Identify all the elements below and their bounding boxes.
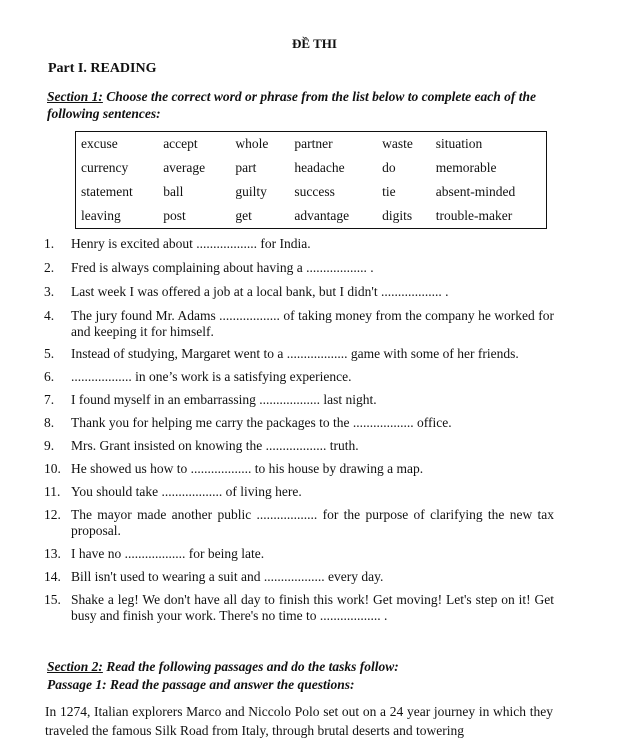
question-number: 7. — [44, 392, 55, 407]
question-text: Bill isn't used to wearing a suit and .................. every day. — [71, 569, 384, 584]
question-item — [44, 346, 554, 362]
passage-1-text: In 1274, Italian explorers Marco and Niccolo Polo set out on a 24 year journey in which they traveled the famous Silk Road from Italy, through brutal deserts and towering — [45, 704, 553, 738]
question-text: The mayor made another public .................. for the purpose of clarifying the new tax proposal. — [71, 507, 554, 538]
word-cell: leaving — [81, 208, 121, 223]
question-item — [44, 592, 554, 624]
word-list-table — [75, 131, 547, 229]
question-number: 10. — [44, 461, 61, 476]
exam-title: ĐỀ THI — [292, 36, 337, 51]
question-text: Shake a leg! We don't have all day to finish this work! Get moving! Let's step on it! Get busy and finish your work. There's no time to .................. . — [71, 592, 554, 623]
question-text: Mrs. Grant insisted on knowing the .................. truth. — [71, 438, 359, 453]
word-cell: advantage — [294, 208, 350, 223]
section-2-instruction — [47, 658, 567, 675]
question-number: 6. — [44, 369, 55, 384]
question-text: You should take .................. of living here. — [71, 484, 302, 499]
word-cell: absent-minded — [435, 184, 516, 199]
word-table-row — [76, 180, 547, 204]
question-item — [44, 461, 554, 477]
word-cell: do — [382, 160, 396, 175]
word-cell: situation — [435, 136, 483, 151]
question-text: Last week I was offered a job at a local bank, but I didn't .................. . — [71, 284, 449, 299]
word-cell: part — [235, 160, 257, 175]
question-number: 1. — [44, 236, 55, 251]
question-number: 2. — [44, 260, 55, 275]
question-text: Fred is always complaining about having a .................. . — [71, 260, 374, 275]
word-cell: waste — [382, 136, 413, 151]
word-cell: digits — [382, 208, 413, 223]
section-1-label: Section 1: — [47, 89, 103, 104]
word-cell: get — [235, 208, 252, 223]
question-item — [44, 236, 554, 252]
question-number: 3. — [44, 284, 55, 299]
question-number: 12. — [44, 507, 61, 522]
question-item — [44, 308, 554, 340]
question-number: 4. — [44, 308, 55, 323]
section-1-instruction — [47, 88, 567, 122]
word-cell: partner — [294, 136, 333, 151]
passage-1-heading: Passage 1: Read the passage and answer the questions: — [47, 677, 355, 692]
word-cell: currency — [81, 160, 129, 175]
word-cell: whole — [235, 136, 269, 151]
question-text: He showed us how to .................. to his house by drawing a map. — [71, 461, 424, 476]
word-cell: accept — [163, 136, 198, 151]
question-text: Henry is excited about .................. for India. — [71, 236, 311, 251]
question-item — [44, 260, 554, 276]
section-2-label: Section 2: — [47, 659, 103, 674]
question-item — [44, 284, 554, 300]
question-item — [44, 415, 554, 431]
word-cell: statement — [81, 184, 133, 199]
question-text: I have no .................. for being late. — [71, 546, 265, 561]
question-item — [44, 392, 554, 408]
question-number: 15. — [44, 592, 61, 607]
question-number: 14. — [44, 569, 61, 584]
question-item — [44, 507, 554, 539]
question-item — [44, 546, 554, 562]
word-table-row — [76, 204, 547, 229]
word-cell: tie — [382, 184, 396, 199]
section-1-text: Choose the correct word or phrase from the list below to complete each of the following sentences: — [47, 89, 536, 121]
word-table-row — [76, 156, 547, 180]
question-number: 9. — [44, 438, 55, 453]
word-cell: trouble-maker — [435, 208, 513, 223]
word-table-row — [76, 132, 547, 157]
question-text: .................. in one’s work is a satisfying experience. — [71, 369, 352, 384]
question-number: 13. — [44, 546, 61, 561]
question-text: The jury found Mr. Adams .................. of taking money from the company he worked for and keeping it for himself. — [71, 308, 554, 339]
section-2-text: Read the following passages and do the tasks follow: — [102, 659, 399, 674]
word-cell: memorable — [435, 160, 497, 175]
word-cell: excuse — [81, 136, 118, 151]
word-cell: guilty — [235, 184, 267, 199]
question-number: 5. — [44, 346, 55, 361]
question-number: 8. — [44, 415, 55, 430]
question-item — [44, 569, 554, 585]
question-item — [44, 438, 554, 454]
question-text: Instead of studying, Margaret went to a .................. game with some of her friends. — [71, 346, 519, 361]
question-text: Thank you for helping me carry the packages to the .................. office. — [71, 415, 452, 430]
question-number: 11. — [44, 484, 61, 499]
word-cell: headache — [294, 160, 345, 175]
word-cell: ball — [163, 184, 184, 199]
question-item — [44, 369, 554, 385]
question-list — [44, 236, 554, 624]
word-cell: average — [163, 160, 206, 175]
word-cell: success — [294, 184, 335, 199]
part-heading: Part I. READING — [48, 61, 157, 76]
question-text: I found myself in an embarrassing .................. last night. — [71, 392, 377, 407]
question-item — [44, 484, 554, 500]
word-cell: post — [163, 208, 186, 223]
